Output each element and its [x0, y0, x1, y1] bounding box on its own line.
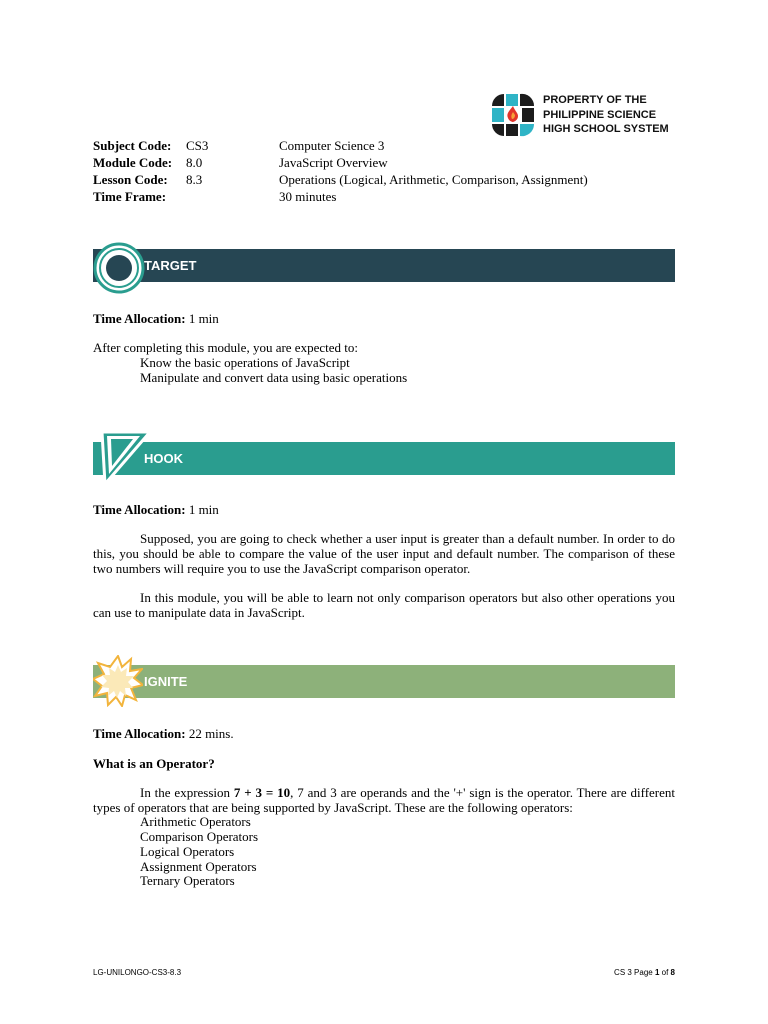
logo-line-2: PHILIPPINE SCIENCE — [543, 108, 657, 121]
objective-item: Know the basic operations of JavaScript — [140, 355, 350, 370]
ignite-banner — [93, 665, 675, 698]
meta-code: 8.3 — [186, 172, 203, 187]
logo-line-1: PROPERTY OF THE — [543, 94, 647, 106]
ignite-paragraph — [93, 785, 675, 815]
meta-code: 8.0 — [186, 155, 203, 170]
time-label: Time Allocation: — [93, 726, 186, 741]
time-label: Time Allocation: — [93, 502, 186, 517]
expression: 7 + 3 = 10 — [233, 785, 291, 800]
target-intro: After completing this module, you are expected to: — [93, 340, 358, 355]
time-label: Time Allocation: — [93, 311, 186, 326]
footer-page-number — [614, 968, 675, 977]
meta-label: Time Frame: — [93, 189, 167, 204]
footer-page-pre: CS 3 Page — [614, 968, 655, 977]
footer-of: of — [659, 968, 671, 977]
logo-line-3: HIGH SCHOOL SYSTEM — [543, 123, 669, 135]
time-value: 1 min — [185, 502, 219, 517]
logo-text — [543, 93, 669, 137]
pshs-logo — [490, 92, 690, 138]
target-banner — [93, 249, 675, 282]
hook-time — [93, 502, 219, 517]
operator-item: Arithmetic Operators — [140, 814, 251, 829]
meta-desc: 30 minutes — [279, 189, 337, 204]
footer-doc-code: LG-UNILONGO-CS3-8.3 — [93, 968, 182, 977]
footer-total: 8 — [670, 968, 675, 977]
objective-item: Manipulate and convert data using basic operations — [140, 370, 408, 385]
hook-paragraph-1: Supposed, you are going to check whether a user input is greater than a default number. In order to do this, you should be able to compare the value of the user input and default number. The comparison of these two numbers will require you to use the JavaScript comparison operator. — [93, 531, 675, 576]
time-value: 22 mins. — [185, 726, 234, 741]
meta-desc: Computer Science 3 — [279, 138, 385, 153]
meta-code: CS3 — [186, 138, 209, 153]
pshs-logo-icon — [490, 92, 536, 138]
expr-post: , 7 and 3 are operands and the '+' sign is the operator. There are different types of operators that are being supported by JavaScript. These are the following operators: — [93, 785, 676, 815]
operator-item: Assignment Operators — [140, 859, 257, 874]
meta-label: Module Code: — [93, 155, 173, 170]
operator-item: Logical Operators — [140, 844, 235, 859]
starburst-icon — [93, 655, 143, 707]
target-icon — [93, 242, 145, 294]
hook-title: HOOK — [144, 451, 183, 466]
hook-banner — [93, 442, 675, 475]
footer-page: 1 — [654, 968, 660, 977]
expr-pre: In the expression — [140, 785, 234, 800]
operator-item: Ternary Operators — [140, 873, 235, 888]
hook-icon — [100, 430, 154, 486]
operator-item: Comparison Operators — [140, 829, 259, 844]
meta-label: Subject Code: — [93, 138, 172, 153]
ignite-title: IGNITE — [144, 674, 188, 689]
target-time — [93, 311, 219, 326]
meta-desc: JavaScript Overview — [279, 155, 388, 170]
time-value: 1 min — [185, 311, 219, 326]
meta-desc: Operations (Logical, Arithmetic, Comparison, Assignment) — [279, 172, 588, 187]
ignite-question: What is an Operator? — [93, 756, 215, 771]
meta-label: Lesson Code: — [93, 172, 168, 187]
ignite-time — [93, 726, 234, 741]
hook-paragraph-2: In this module, you will be able to learn not only comparison operators but also other operations you can use to manipulate data in JavaScript. — [93, 590, 675, 620]
target-title: TARGET — [144, 258, 197, 273]
